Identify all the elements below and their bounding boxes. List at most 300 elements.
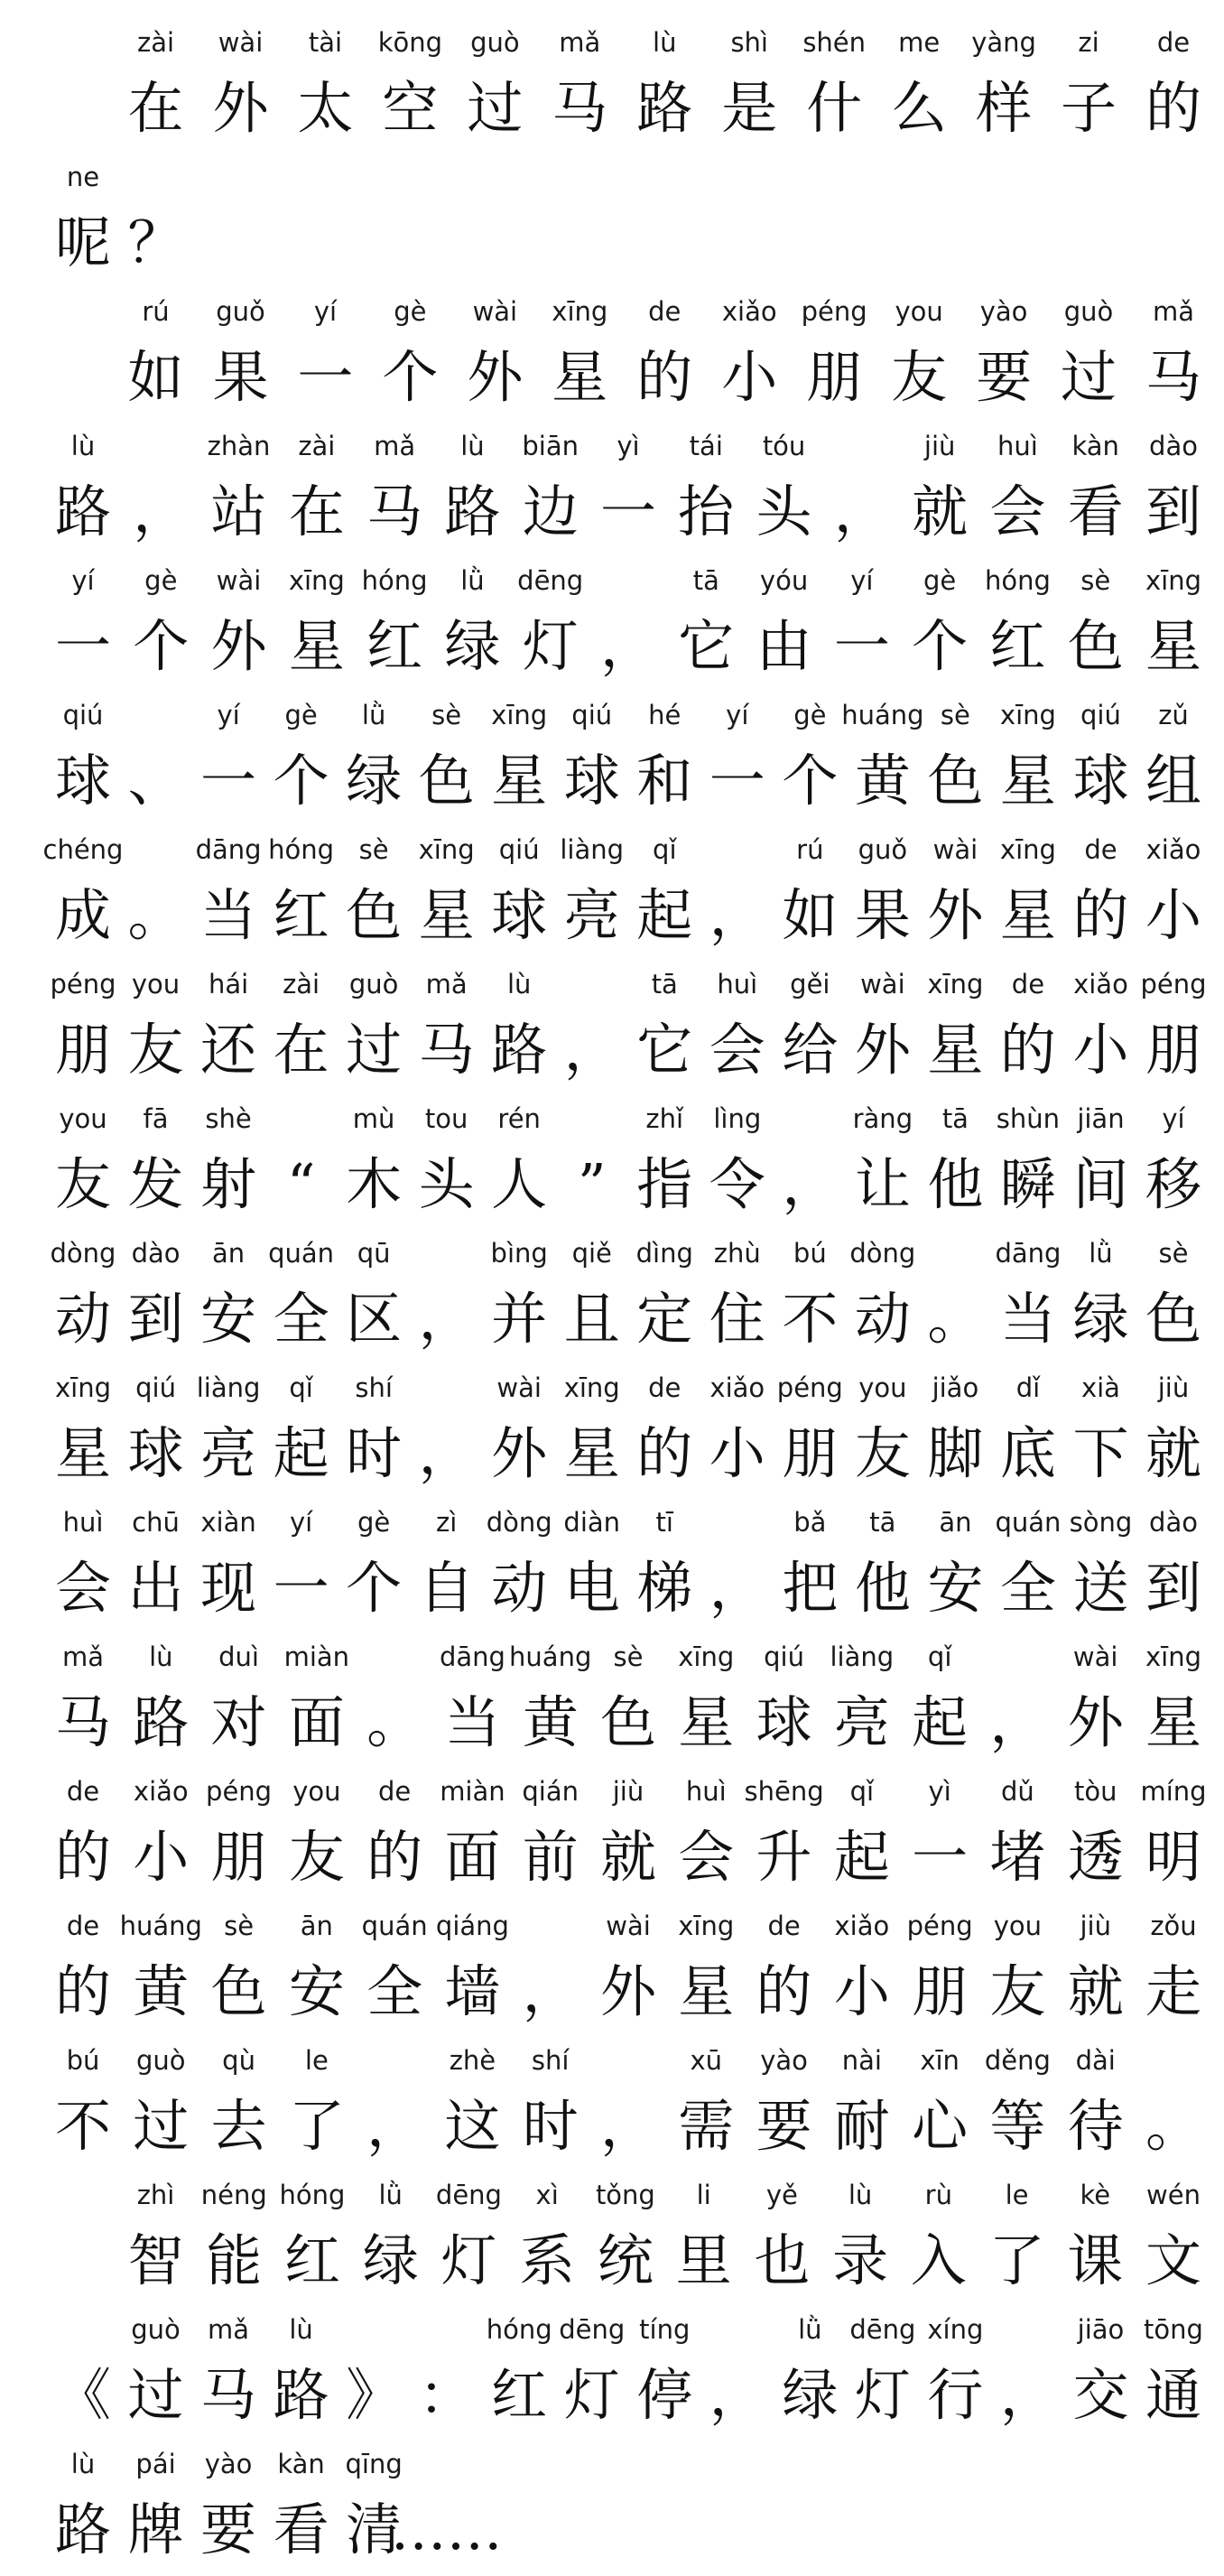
punctuation-mark: 》 <box>346 2362 403 2428</box>
hanzi-character: 的 <box>999 1017 1056 1083</box>
pinyin: xīng <box>552 296 608 327</box>
hanzi-character: 外 <box>212 75 269 141</box>
pinyin: gè <box>394 296 427 327</box>
pinyin: xià <box>1080 1372 1120 1403</box>
hanzi-character: 就 <box>1145 1420 1202 1486</box>
hanzi-character: 朋 <box>782 1420 839 1486</box>
punctuation-mark: 。 <box>127 882 184 948</box>
hanzi-character: 且 <box>563 1286 620 1352</box>
pinyin: péng <box>1140 969 1207 1000</box>
pinyin: qiě <box>571 1238 612 1269</box>
hanzi-character: 在 <box>127 75 184 141</box>
hanzi-character: 马 <box>1145 344 1202 410</box>
pinyin: ān <box>939 1507 972 1538</box>
pinyin: chū <box>132 1507 180 1538</box>
punctuation-mark: ， <box>709 882 765 948</box>
pinyin: zhù <box>713 1238 761 1269</box>
pinyin: wài <box>472 296 518 327</box>
hanzi-character: 心 <box>912 2093 969 2159</box>
pinyin: you <box>292 1776 341 1807</box>
pinyin: diàn <box>563 1507 621 1538</box>
hanzi-character: 外 <box>599 1958 657 2024</box>
hanzi-character: 色 <box>1067 613 1124 679</box>
hanzi-character: 小 <box>833 1958 890 2024</box>
hanzi-character: 动 <box>854 1286 911 1352</box>
hanzi-character: 小 <box>1145 882 1202 948</box>
hanzi-character: 色 <box>210 1958 267 2024</box>
pinyin: sè <box>1080 565 1111 596</box>
pinyin: dài <box>1075 2045 1116 2076</box>
hanzi-character: 耐 <box>833 2093 890 2159</box>
hanzi-character: 对 <box>210 1689 267 1755</box>
text-line <box>0 2038 1224 2171</box>
hanzi-character: 灯 <box>563 2362 620 2428</box>
hanzi-character: 一 <box>200 748 257 814</box>
pinyin: péng <box>906 1911 973 1941</box>
punctuation-mark: ， <box>709 2362 765 2428</box>
punctuation-mark: …… <box>390 2497 503 2562</box>
pinyin: huáng <box>509 1641 592 1672</box>
hanzi-character: 要 <box>200 2497 257 2562</box>
hanzi-character: 马 <box>418 1017 475 1083</box>
pinyin: bìng <box>490 1238 548 1269</box>
pinyin: xiǎo <box>721 296 777 327</box>
pinyin: dāng <box>995 1238 1062 1269</box>
hanzi-character: 亮 <box>833 1689 890 1755</box>
pinyin: sè <box>613 1641 644 1672</box>
pinyin: huì <box>685 1776 727 1807</box>
pinyin: xiǎo <box>709 1372 765 1403</box>
hanzi-character: 一 <box>833 613 890 679</box>
hanzi-character: 出 <box>127 1555 184 1621</box>
pinyin: jiù <box>1157 1372 1190 1403</box>
hanzi-character: 去 <box>210 2093 267 2159</box>
hanzi-character: 全 <box>273 1286 329 1352</box>
hanzi-character: 成 <box>54 882 112 948</box>
pinyin: nài <box>841 2045 882 2076</box>
pinyin: you <box>895 296 943 327</box>
text-line <box>0 2307 1224 2441</box>
pinyin: lù <box>70 2449 96 2479</box>
hanzi-character: 安 <box>200 1286 257 1352</box>
pinyin: xīng <box>54 1372 112 1403</box>
hanzi-character: 路 <box>491 1017 548 1083</box>
hanzi-character: 当 <box>200 882 257 948</box>
hanzi-character: 需 <box>678 2093 735 2159</box>
punctuation-mark: ， <box>989 1689 1046 1755</box>
hanzi-character: 不 <box>54 2093 112 2159</box>
hanzi-character: 能 <box>206 2227 263 2293</box>
pinyin: rú <box>142 296 170 327</box>
hanzi-character: 星 <box>54 1420 112 1486</box>
hanzi-character: 组 <box>1145 748 1202 814</box>
pinyin: le <box>304 2045 329 2076</box>
pinyin: shùn <box>996 1103 1061 1134</box>
hanzi-character: 它 <box>636 1017 693 1083</box>
pinyin: jiāo <box>1077 2314 1125 2345</box>
pinyin: míng <box>1140 1776 1207 1807</box>
pinyin: jiù <box>1080 1911 1111 1941</box>
pinyin: wài <box>860 969 905 1000</box>
hanzi-character: 个 <box>346 1555 403 1621</box>
punctuation-mark: 《 <box>54 2362 112 2428</box>
hanzi-character: 的 <box>756 1958 812 2024</box>
pinyin: le <box>1005 2180 1029 2210</box>
pinyin: lǜ <box>1089 1238 1113 1269</box>
hanzi-character: 和 <box>636 748 693 814</box>
hanzi-character: 一 <box>599 479 657 544</box>
pinyin: wài <box>1072 1641 1118 1672</box>
text-line <box>0 2172 1224 2306</box>
hanzi-character: 个 <box>133 613 190 679</box>
pinyin: dāng <box>439 1641 505 1672</box>
pinyin: lǜ <box>798 2314 822 2345</box>
hanzi-character: 星 <box>418 882 475 948</box>
pinyin: hé <box>648 700 682 730</box>
hanzi-character: 呢 <box>54 209 112 275</box>
hanzi-character: 朋 <box>54 1017 112 1083</box>
hanzi-character: 了 <box>288 2093 345 2159</box>
hanzi-character: 就 <box>1067 1958 1124 2024</box>
pinyin: péng <box>50 969 116 1000</box>
hanzi-character: 星 <box>927 1017 984 1083</box>
pinyin: shēng <box>744 1776 824 1807</box>
pinyin: zhǐ <box>645 1103 684 1134</box>
pinyin: bǎ <box>793 1507 827 1538</box>
pinyin: xīn <box>920 2045 960 2076</box>
hanzi-character: 这 <box>444 2093 501 2159</box>
hanzi-character: 朋 <box>806 344 863 410</box>
hanzi-character: 通 <box>1145 2362 1202 2428</box>
pinyin: qǐ <box>653 834 677 865</box>
pinyin: de <box>767 1911 801 1941</box>
hanzi-character: 下 <box>1072 1420 1129 1486</box>
pinyin: biān <box>522 431 580 461</box>
hanzi-character: 堵 <box>989 1824 1046 1890</box>
hanzi-character: 动 <box>491 1555 548 1621</box>
text-line <box>0 1365 1224 1499</box>
pinyin: gè <box>284 700 318 730</box>
pinyin: jiù <box>923 431 956 461</box>
pinyin: guò <box>131 2314 181 2345</box>
hanzi-character: 间 <box>1072 1151 1129 1217</box>
pinyin: xiàn <box>200 1507 256 1538</box>
punctuation-mark: ， <box>563 1017 620 1083</box>
pinyin: huáng <box>841 700 924 730</box>
hanzi-character: 过 <box>133 2093 190 2159</box>
hanzi-character: 就 <box>599 1824 657 1890</box>
pinyin: yí <box>726 700 749 730</box>
pinyin: xīng <box>418 834 475 865</box>
pinyin: xīng <box>678 1911 735 1941</box>
hanzi-character: 发 <box>127 1151 184 1217</box>
pinyin: tòu <box>1073 1776 1117 1807</box>
pinyin: xīng <box>1145 565 1202 596</box>
pinyin: bú <box>793 1238 827 1269</box>
hanzi-character: 前 <box>522 1824 579 1890</box>
pinyin: dòng <box>849 1238 916 1269</box>
text-line <box>0 1500 1224 1633</box>
hanzi-character: 马 <box>552 75 608 141</box>
hanzi-character: 会 <box>709 1017 765 1083</box>
hanzi-character: 到 <box>1145 479 1202 544</box>
hanzi-character: 面 <box>444 1824 501 1890</box>
pinyin: tái <box>689 431 723 461</box>
hanzi-character: 动 <box>54 1286 112 1352</box>
pinyin: miàn <box>440 1776 505 1807</box>
punctuation-mark: 。 <box>927 1286 984 1352</box>
pinyin: xīng <box>999 834 1056 865</box>
hanzi-character: 灯 <box>440 2227 497 2293</box>
pinyin: zhè <box>449 2045 496 2076</box>
pinyin: qiú <box>135 1372 176 1403</box>
hanzi-character: 绿 <box>362 2227 419 2293</box>
hanzi-character: 马 <box>366 479 423 544</box>
hanzi-character: 入 <box>910 2227 967 2293</box>
text-line <box>0 154 1224 288</box>
pinyin: yí <box>289 1507 313 1538</box>
hanzi-character: 住 <box>709 1286 765 1352</box>
pinyin: yě <box>765 2180 798 2210</box>
pinyin: zì <box>436 1507 458 1538</box>
pinyin: jiān <box>1077 1103 1125 1134</box>
hanzi-character: 指 <box>636 1151 693 1217</box>
pinyin: xiǎo <box>1073 969 1128 1000</box>
pinyin: yí <box>217 700 240 730</box>
hanzi-character: 星 <box>491 748 548 814</box>
hanzi-character: 色 <box>1145 1286 1202 1352</box>
hanzi-character: 红 <box>283 2227 340 2293</box>
pinyin: xíng <box>927 2314 984 2345</box>
pinyin: dāng <box>195 834 262 865</box>
hanzi-character: 课 <box>1067 2227 1124 2293</box>
punctuation-mark: ， <box>709 1555 765 1621</box>
hanzi-character: 人 <box>491 1151 548 1217</box>
hanzi-character: 个 <box>912 613 969 679</box>
pinyin: dēng <box>517 565 584 596</box>
text-line <box>0 1903 1224 2037</box>
hanzi-character: 定 <box>636 1286 693 1352</box>
pinyin: mǎ <box>559 27 601 58</box>
hanzi-character: 过 <box>1061 344 1117 410</box>
pinyin: děng <box>984 2045 1051 2076</box>
hanzi-character: 走 <box>1145 1958 1202 2024</box>
pinyin: xīng <box>678 1641 735 1672</box>
hanzi-character: 牌 <box>127 2497 184 2562</box>
pinyin: lù <box>460 431 485 461</box>
pinyin: qǐ <box>849 1776 875 1807</box>
pinyin: tíng <box>639 2314 691 2345</box>
pinyin: tōng <box>1144 2314 1203 2345</box>
punctuation-mark: ， <box>599 2093 657 2159</box>
pinyin: duì <box>218 1641 259 1672</box>
hanzi-character: 球 <box>491 882 548 948</box>
hanzi-character: 会 <box>54 1555 112 1621</box>
pinyin: yí <box>313 296 338 327</box>
hanzi-character: 星 <box>1145 613 1202 679</box>
hanzi-character: 统 <box>597 2227 654 2293</box>
hanzi-character: 朋 <box>912 1958 969 2024</box>
hanzi-character: 一 <box>273 1555 329 1621</box>
pinyin: lù <box>848 2180 873 2210</box>
hanzi-character: 明 <box>1145 1824 1202 1890</box>
hanzi-character: 由 <box>756 613 812 679</box>
hanzi-character: 移 <box>1145 1151 1202 1217</box>
pinyin: zǒu <box>1150 1911 1197 1941</box>
pinyin: dǔ <box>1001 1776 1034 1807</box>
hanzi-character: 送 <box>1072 1555 1129 1621</box>
pinyin: zài <box>137 27 175 58</box>
hanzi-character: 的 <box>54 1958 112 2024</box>
pinyin: qiú <box>62 700 104 730</box>
hanzi-character: 给 <box>782 1017 839 1083</box>
hanzi-character: 时 <box>522 2093 579 2159</box>
hanzi-character: 什 <box>806 75 863 141</box>
pinyin: tī <box>655 1507 673 1538</box>
hanzi-character: 墙 <box>444 1958 501 2024</box>
pinyin: hóng <box>486 2314 552 2345</box>
pinyin: de <box>648 296 682 327</box>
pinyin: sòng <box>1069 1507 1133 1538</box>
pinyin: mǎ <box>61 1641 105 1672</box>
pinyin: tǒng <box>595 2180 655 2210</box>
hanzi-character: 路 <box>133 1689 190 1755</box>
hanzi-character: 绿 <box>1072 1286 1129 1352</box>
pinyin: you <box>858 1372 907 1403</box>
hanzi-character: 么 <box>891 75 948 141</box>
punctuation-mark: 、 <box>127 748 184 814</box>
pinyin: gè <box>923 565 957 596</box>
hanzi-character: 友 <box>891 344 948 410</box>
pinyin: guǒ <box>858 834 908 865</box>
pinyin: ne <box>66 162 100 192</box>
pinyin: qián <box>522 1776 580 1807</box>
pinyin: de <box>1084 834 1117 865</box>
hanzi-character: 球 <box>1072 748 1129 814</box>
pinyin: hái <box>208 969 249 1000</box>
pinyin: néng <box>200 2180 267 2210</box>
hanzi-character: 球 <box>127 1420 184 1486</box>
hanzi-character: 红 <box>989 613 1046 679</box>
hanzi-character: 了 <box>988 2227 1045 2293</box>
hanzi-character: 还 <box>200 1017 257 1083</box>
pinyin: qiú <box>498 834 540 865</box>
hanzi-character: 星 <box>678 1689 735 1755</box>
pinyin: xīng <box>288 565 345 596</box>
hanzi-character: 站 <box>210 479 267 544</box>
hanzi-character: 红 <box>491 2362 548 2428</box>
pinyin: tóu <box>762 431 806 461</box>
hanzi-character: 友 <box>854 1420 911 1486</box>
hanzi-character: 星 <box>288 613 345 679</box>
hanzi-character: 星 <box>999 748 1056 814</box>
hanzi-character: 外 <box>467 344 524 410</box>
pinyin: jiǎo <box>932 1372 979 1403</box>
hanzi-character: 不 <box>782 1286 839 1352</box>
text-line <box>0 558 1224 692</box>
hanzi-character: 在 <box>288 479 345 544</box>
hanzi-character: 球 <box>54 748 112 814</box>
pinyin: yí <box>1162 1103 1185 1134</box>
pinyin: tài <box>308 27 343 58</box>
pinyin: zi <box>1078 27 1099 58</box>
hanzi-character: 外 <box>927 882 984 948</box>
hanzi-character: 起 <box>636 882 693 948</box>
pinyin: shí <box>355 1372 393 1403</box>
pinyin: sè <box>358 834 389 865</box>
pinyin: yóu <box>759 565 809 596</box>
hanzi-character: 要 <box>756 2093 812 2159</box>
pinyin: zhì <box>136 2180 175 2210</box>
pinyin: li <box>696 2180 711 2210</box>
punctuation-mark: ， <box>133 479 190 544</box>
hanzi-character: 马 <box>54 1689 112 1755</box>
hanzi-character: 底 <box>999 1420 1056 1486</box>
pinyin: gè <box>793 700 827 730</box>
hanzi-character: 会 <box>678 1824 735 1890</box>
pinyin: de <box>66 1911 100 1941</box>
pinyin: lǜ <box>378 2180 403 2210</box>
hanzi-character: 外 <box>210 613 267 679</box>
pinyin: huì <box>717 969 758 1000</box>
hanzi-character: 的 <box>636 344 693 410</box>
pinyin: qū <box>357 1238 391 1269</box>
hanzi-character: 起 <box>833 1824 890 1890</box>
hanzi-character: 友 <box>989 1958 1046 2024</box>
hanzi-character: 起 <box>273 1420 329 1486</box>
hanzi-character: 全 <box>999 1555 1056 1621</box>
pinyin: bú <box>66 2045 100 2076</box>
pinyin: you <box>131 969 181 1000</box>
pinyin: qiú <box>571 700 613 730</box>
pinyin: dào <box>1149 431 1198 461</box>
pinyin: kàn <box>277 2449 325 2479</box>
hanzi-character: 个 <box>382 344 439 410</box>
hanzi-character: 文 <box>1145 2227 1202 2293</box>
hanzi-character: 透 <box>1067 1824 1124 1890</box>
hanzi-character: 在 <box>273 1017 329 1083</box>
pinyin: de <box>1156 27 1191 58</box>
pinyin: mǎ <box>208 2314 250 2345</box>
pinyin: shì <box>730 27 768 58</box>
pinyin: ān <box>300 1911 333 1941</box>
hanzi-character: 路 <box>636 75 693 141</box>
pinyin: xīng <box>563 1372 620 1403</box>
hanzi-character: 如 <box>127 344 184 410</box>
pinyin: qǐ <box>927 1641 952 1672</box>
pinyin: qiú <box>1080 700 1121 730</box>
pinyin: péng <box>206 1776 273 1807</box>
hanzi-character: 停 <box>636 2362 693 2428</box>
pinyin: kàn <box>1071 431 1119 461</box>
pinyin: yì <box>928 1776 951 1807</box>
pinyin: lù <box>289 2314 313 2345</box>
pinyin: de <box>66 1776 100 1807</box>
pinyin: ràng <box>852 1103 913 1134</box>
hanzi-character: 小 <box>133 1824 190 1890</box>
pinyin: huì <box>62 1507 104 1538</box>
hanzi-character: 空 <box>382 75 439 141</box>
pinyin: guò <box>348 969 399 1000</box>
pinyin: wài <box>496 1372 542 1403</box>
hanzi-character: 他 <box>927 1151 984 1217</box>
hanzi-character: 瞬 <box>999 1151 1056 1217</box>
hanzi-character: 是 <box>721 75 778 141</box>
hanzi-character: 友 <box>127 1017 184 1083</box>
pinyin: péng <box>801 296 867 327</box>
hanzi-character: 头 <box>418 1151 475 1217</box>
pinyin: mù <box>352 1103 395 1134</box>
